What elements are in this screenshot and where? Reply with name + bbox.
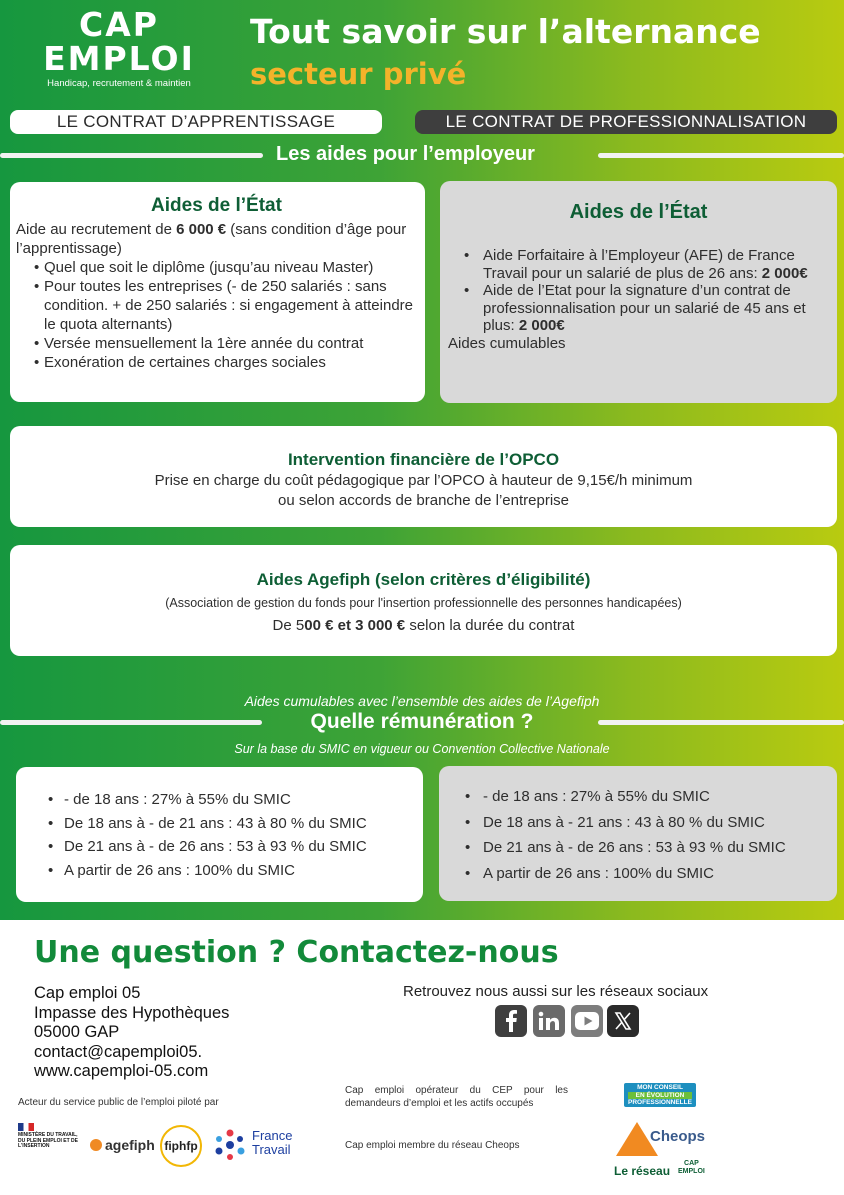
logo-tagline: Handicap, recrutement & maintien [47, 78, 191, 89]
mon-conseil-line3: PROFESSIONNELLE [628, 1099, 692, 1106]
opco-line1: Prise en charge du coût pédagogique par l’OPCO à hauteur de 9,15€/h minimum [154, 472, 693, 489]
intro-before: Aide au recrutement de [16, 221, 177, 238]
social-label: Retrouvez nous aussi sur les réseaux sociaux [403, 983, 709, 1000]
card-remuneration-apprentissage [16, 767, 423, 902]
card-aides-etat-professionnalisation [440, 181, 837, 403]
contact-email-link[interactable]: contact@capemploi05. [34, 1042, 203, 1061]
remuneration-note: Sur la base du SMIC en vigueur ou Convention Collective Nationale [234, 742, 610, 756]
list-item: • A partir de 26 ans : 100% du SMIC [16, 859, 423, 883]
card-title: Intervention financière de l’OPCO [287, 450, 560, 469]
section-title-employer: Les aides pour l’employeur [276, 143, 535, 165]
list-item [448, 247, 829, 282]
cap-small-line1: CAP [684, 1160, 699, 1167]
page-title: Tout savoir sur l’alternance [250, 12, 761, 51]
list-item: • A partir de 26 ans : 100% du SMIC [439, 861, 837, 887]
cap-small-line2: EMPLOI [678, 1168, 705, 1175]
mon-conseil-line2: EN ÉVOLUTION [628, 1092, 692, 1100]
mon-conseil-line1: MON CONSEIL [637, 1084, 683, 1091]
card-remuneration-professionnalisation [439, 766, 837, 901]
card-opco [10, 426, 837, 527]
contact-address [34, 984, 229, 1082]
fiphfp-logo [160, 1125, 202, 1167]
facebook-icon[interactable] [495, 1005, 527, 1037]
agefiph-range [10, 615, 837, 637]
item-amount: 2 000€ [518, 317, 565, 334]
logo-line2: EMPLOI [43, 39, 195, 78]
agefiph-logo-text: agefiph [105, 1137, 155, 1153]
logo-line1: CAP [79, 5, 159, 44]
agefiph-logo [90, 1135, 155, 1155]
contact-website-link[interactable]: www.capemploi-05.com [34, 1062, 209, 1080]
page-subtitle: secteur privé [250, 57, 467, 91]
mon-conseil-logo [624, 1083, 696, 1107]
aides-list [448, 247, 829, 335]
cap-emploi-small-logo [678, 1160, 705, 1176]
opco-line2: ou selon accords de branche de l’entreprise [277, 492, 569, 509]
item-amount: 2 000€ [761, 264, 808, 282]
list-item: • De 21 ans à - de 26 ans : 53 à 93 % du SMIC [16, 835, 423, 859]
section-divider-right [598, 153, 844, 158]
france-travail-logo [212, 1127, 302, 1165]
linkedin-icon[interactable] [533, 1005, 565, 1037]
remuneration-title: Quelle rémunération ? [310, 710, 534, 733]
list-item: • Exonération de certaines charges sociales [16, 353, 417, 372]
tab-professionnalisation: LE CONTRAT DE PROFESSIONNALISATION [415, 110, 837, 134]
cheops-text: Cheops [650, 1128, 706, 1145]
list-item: • Versée mensuellement la 1ère année du contrat [16, 334, 417, 353]
range-prefix: De 5 [272, 617, 305, 634]
ministere-logo [18, 1123, 80, 1150]
range-amount: 00 € et 3 000 € [304, 617, 406, 634]
agefiph-subtitle: (Association de gestion du fonds pour l'insertion professionnelle des personnes handicapées) [165, 596, 682, 610]
list-item: • Quel que soit le diplôme (jusqu’au niveau Master) [16, 258, 417, 277]
remuneration-list [439, 784, 837, 886]
france-travail-line2: Travail [252, 1142, 291, 1157]
reseau-text: Cap emploi membre du réseau Cheops [345, 1140, 520, 1151]
ministere-name: MINISTÈRE DU TRAVAIL, DU PLEIN EMPLOI ET DE L'INSERTION [18, 1132, 79, 1150]
remu-divider-right [598, 720, 844, 725]
cap-emploi-logo [34, 5, 204, 90]
france-travail-line1: France [252, 1128, 293, 1143]
card-agefiph [10, 545, 837, 656]
contact-name: Cap emploi 05 [34, 984, 141, 1002]
x-icon[interactable] [607, 1005, 639, 1037]
list-item: • Pour toutes les entreprises (- de 250 salariés : sans condition. + de 250 salariés : si engagement à atteindre le quota alternants) [16, 277, 417, 334]
france-travail-dots-icon [212, 1127, 248, 1163]
card-title: Aides Agefiph (selon critères d’éligibilité) [256, 570, 591, 589]
list-item: • De 18 ans à - 21 ans : 43 à 80 % du SMIC [439, 810, 837, 836]
list-item [448, 282, 829, 335]
intro-text [16, 220, 417, 258]
intro-after: (sans condition d’âge pour l’apprentissage) [16, 221, 407, 257]
card-title: Aides de l’État [569, 201, 708, 223]
range-suffix: selon la durée du contrat [405, 617, 575, 634]
acteur-text: Acteur du service public de l’emploi piloté par [18, 1097, 219, 1108]
contact-title: Une question ? Contactez-nous [34, 935, 559, 970]
remuneration-list [16, 788, 423, 882]
intro-amount: 6 000 € [176, 221, 227, 238]
tab-apprentissage: LE CONTRAT D’APPRENTISSAGE [10, 110, 382, 134]
item-text: Aide Forfaitaire à l’Employeur (AFE) de France Travail pour un salarié de plus de 26 ans: [483, 247, 795, 282]
le-reseau-text: Le réseau [614, 1164, 671, 1178]
card-aides-etat-apprentissage [10, 182, 425, 402]
list-item: • De 18 ans à - de 21 ans : 43 à 80 % du SMIC [16, 812, 423, 836]
cheops-logo [612, 1120, 712, 1186]
contact-street: Impasse des Hypothèques [34, 1003, 230, 1022]
list-item: • - de 18 ans : 27% à 55% du SMIC [16, 788, 423, 812]
list-item: • De 21 ans à - de 26 ans : 53 à 93 % du SMIC [439, 835, 837, 861]
aides-list [16, 258, 417, 372]
item-text: Aide de l’Etat pour la signature d’un contrat de professionnalisation pour un salarié de 45 ans et plus: [483, 282, 806, 334]
cumul-note: Aides cumulables avec l’ensemble des aides de l’Agefiph [244, 693, 600, 709]
youtube-icon[interactable] [571, 1005, 603, 1037]
cumulables-text: Aides cumulables [448, 334, 566, 352]
list-item: • - de 18 ans : 27% à 55% du SMIC [439, 784, 837, 810]
section-divider-left [0, 153, 263, 158]
cep-text: Cap emploi opérateur du CEP pour les demandeurs d’emploi et les actifs occupés [345, 1085, 568, 1109]
contact-city: 05000 GAP [34, 1023, 120, 1041]
card-title: Aides de l’État [151, 195, 282, 216]
fiphfp-logo-text: fiphfp [164, 1139, 198, 1153]
